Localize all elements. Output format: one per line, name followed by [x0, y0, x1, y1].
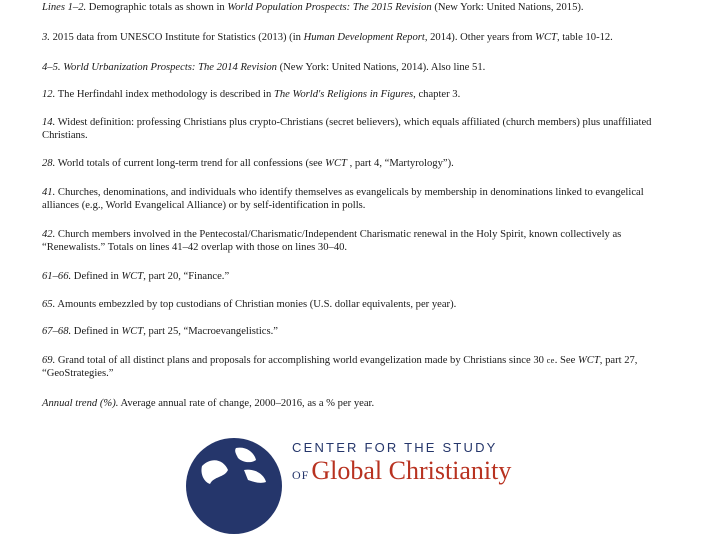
note-text: The Herfindahl index methodology is described in [55, 89, 274, 100]
note-title: The World's Religions in Figures [273, 89, 414, 100]
note-12 [42, 88, 682, 101]
note-text: Amounts embezzled by top custodians of Christian monies (U.S. dollar equivalents, per year). [55, 299, 457, 310]
note-text: Grand total of all distinct plans and proposals for accomplishing world evangelization made by Christians since 30 [55, 355, 547, 366]
note-3 [42, 31, 682, 44]
note-ref: 67–68. [42, 326, 72, 337]
note-ref: 14. [42, 117, 56, 128]
note-text: Defined in [71, 326, 122, 337]
note-14 [42, 116, 682, 143]
note-text: , table 10-12. [556, 32, 613, 43]
note-text: . See [554, 355, 578, 366]
logo-global-christianity: Global Christianity [311, 456, 512, 485]
note-title: WCT [325, 158, 347, 169]
note-65 [42, 298, 682, 311]
logo-line-1: CENTER FOR THE STUDY [292, 440, 498, 455]
note-text: , part 25, “Macroevangelistics.” [143, 326, 278, 337]
note-title: WCT [121, 326, 144, 337]
note-title: WCT [535, 32, 557, 43]
note-text: Demographic totals as shown in [86, 2, 228, 13]
note-text: , part 4, “Martyrology”). [346, 158, 454, 169]
note-text: , part 20, “Finance.” [143, 271, 230, 282]
note-title: World Urbanization Prospects: The 2014 Revision [63, 62, 277, 73]
note-ref: Lines 1–2. [42, 2, 87, 13]
note-67-68 [42, 325, 682, 338]
note-text: World totals of current long-term trend for all confessions (see [55, 158, 326, 169]
note-ref: 28. [42, 158, 56, 169]
logo-line-2 [292, 456, 511, 486]
note-61-66 [42, 270, 682, 283]
note-text: 2015 data from UNESCO Institute for Statistics (2013) (in [49, 32, 304, 43]
note-text: , 2014). Other years from [424, 32, 536, 43]
note-text: Average annual rate of change, 2000–2016, as a % per year. [118, 398, 375, 409]
note-lines-1-2 [42, 1, 682, 14]
note-title: World Population Prospects: The 2015 Revision [227, 2, 432, 13]
note-title: Human Development Report [303, 32, 425, 43]
note-28 [42, 157, 682, 170]
note-ref: 65. [42, 299, 56, 310]
note-ref: 3. [42, 32, 50, 43]
note-title: WCT [121, 271, 144, 282]
note-ref: 41. [42, 187, 56, 198]
note-ref: Annual trend (%). [42, 398, 119, 409]
note-4-5 [42, 61, 682, 74]
note-text: Church members involved in the Pentecostal/Charismatic/Independent Charismatic renewal in the Holy Spirit, known collectively as “Renewalists.” Totals on lines 41–42 overlap with those on lines 30–40. [42, 229, 622, 254]
note-text: , chapter 3. [413, 89, 461, 100]
note-ref: 42. [42, 229, 56, 240]
note-ref: 61–66. [42, 271, 72, 282]
note-ref: 12. [42, 89, 56, 100]
note-69 [42, 354, 682, 381]
note-text: (New York: United Nations, 2014). Also line 51. [276, 62, 486, 73]
center-logo [180, 432, 512, 485]
note-text: Churches, denominations, and individuals who identify themselves as evangelicals by membership in denominations linked to evangelical alliances (e.g., World Evangelical Alliance) or by self-identification in polls. [42, 187, 644, 212]
note-text: , part 27, “GeoStrategies.” [42, 355, 638, 380]
note-annual-trend [42, 397, 682, 410]
note-text: Defined in [71, 271, 122, 282]
note-41 [42, 186, 682, 213]
note-text: Widest definition: professing Christians plus crypto-Christians (secret believers), which equals affiliated (church members) plus unaffiliated Christians. [42, 117, 652, 142]
note-title: WCT [577, 355, 600, 366]
note-ref: 69. [42, 355, 56, 366]
globe-icon [184, 436, 284, 536]
note-text: (New York: United Nations, 2015). [431, 2, 584, 13]
note-42 [42, 228, 682, 255]
logo-of: OF [292, 468, 310, 482]
note-ref: 4–5. [42, 62, 61, 73]
note-text: ce [546, 355, 555, 365]
